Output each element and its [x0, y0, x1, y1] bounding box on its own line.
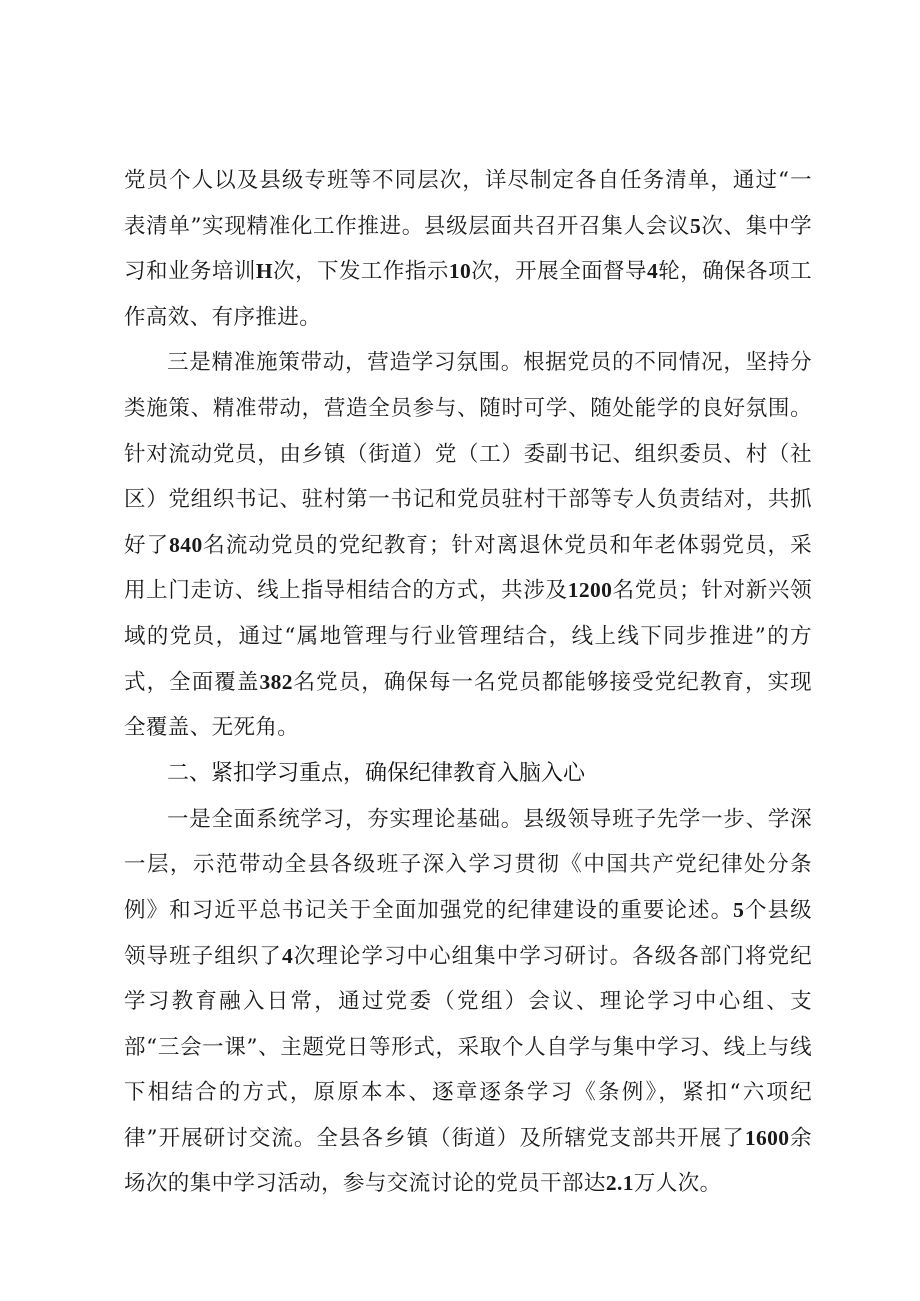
text-segment: 个县级领导班子组织了	[124, 897, 812, 969]
paragraph-systematic-study	[124, 797, 812, 1207]
paragraph-task-list	[124, 158, 812, 340]
number-value: 4	[647, 259, 659, 284]
number-value: H	[255, 259, 273, 284]
text-segment: 次，开展全面督导	[471, 259, 648, 285]
text-segment: 轮，确保各项工作高效、有序推进。	[124, 259, 813, 330]
number-value: 1200	[567, 578, 613, 603]
text-segment: 次，下发工作指示	[272, 259, 449, 285]
text-segment: 次理论学习中心组集中学习研讨。各级各部门将党纪学习教育融入日常，通过党委（党组）会议、理论学习中心组、支部“三会一课”、主题党日等形式，采取个人自学与集中学习、线上与线下相结合的方式，原原本本、逐章逐条学习《条例》，紧扣“六项纪律”开展研讨交流。全县各乡镇（街道）及所辖党支部共开展了	[124, 943, 812, 1151]
number-value: 5	[733, 897, 745, 922]
number-value: 2.1	[605, 1171, 634, 1196]
text-segment: 名流动党员的党纪教育；针对离退休党员和年老体弱党员，采用上门走访、线上指导相结合的方式，共涉及	[124, 532, 812, 604]
number-value: 382	[259, 669, 293, 694]
text-segment: 余场次的集中学习活动，参与交流讨论的党员干部达	[124, 1125, 812, 1197]
number-value: 1600	[744, 1125, 790, 1150]
document-page	[124, 158, 812, 1207]
text-segment: 党员个人以及县级专班等不同层次，详尽制定各自任务清单，通过“一表清单”实现精准化工作推进。县级层面共召开召集人会议	[124, 168, 812, 239]
text-segment: 名党员；针对新兴领域的党员，通过“属地管理与行业管理结合，线上线下同步推进”的方式，全面覆盖	[124, 578, 812, 695]
text-segment: 三是精准施策带动，营造学习氛围。根据党员的不同情况，坚持分类施策、精准带动，营造全员参与、随时可学、随处能学的良好氛围。针对流动党员，由乡镇（街道）党（工）委副书记、组织委员、村（社区）党组织书记、驻村第一书记和党员驻村干部等专人负责结对，共抓好了	[124, 350, 812, 558]
text-segment: 万人次。	[633, 1171, 722, 1197]
number-value: 840	[169, 532, 203, 557]
paragraph-precise-measures	[124, 340, 812, 750]
section-heading: 二、紧扣学习重点，确保纪律教育入脑入心	[167, 760, 586, 786]
text-segment: 次、集中学习和业务培训	[124, 213, 812, 285]
text-segment: 名党员，确保每一名党员都能够接受党纪教育，实现全覆盖、无死角。	[124, 669, 813, 741]
number-value: 5	[689, 213, 702, 238]
number-value: 4	[281, 943, 294, 968]
text-segment: 一是全面系统学习，夯实理论基础。县级领导班子先学一步、学深一层，示范带动全县各级班子深入学习贯彻《中国共产党纪律处分条例》和习近平总书记关于全面加强党的纪律建设的重要论述。	[124, 806, 812, 923]
number-value: 10	[448, 259, 472, 284]
